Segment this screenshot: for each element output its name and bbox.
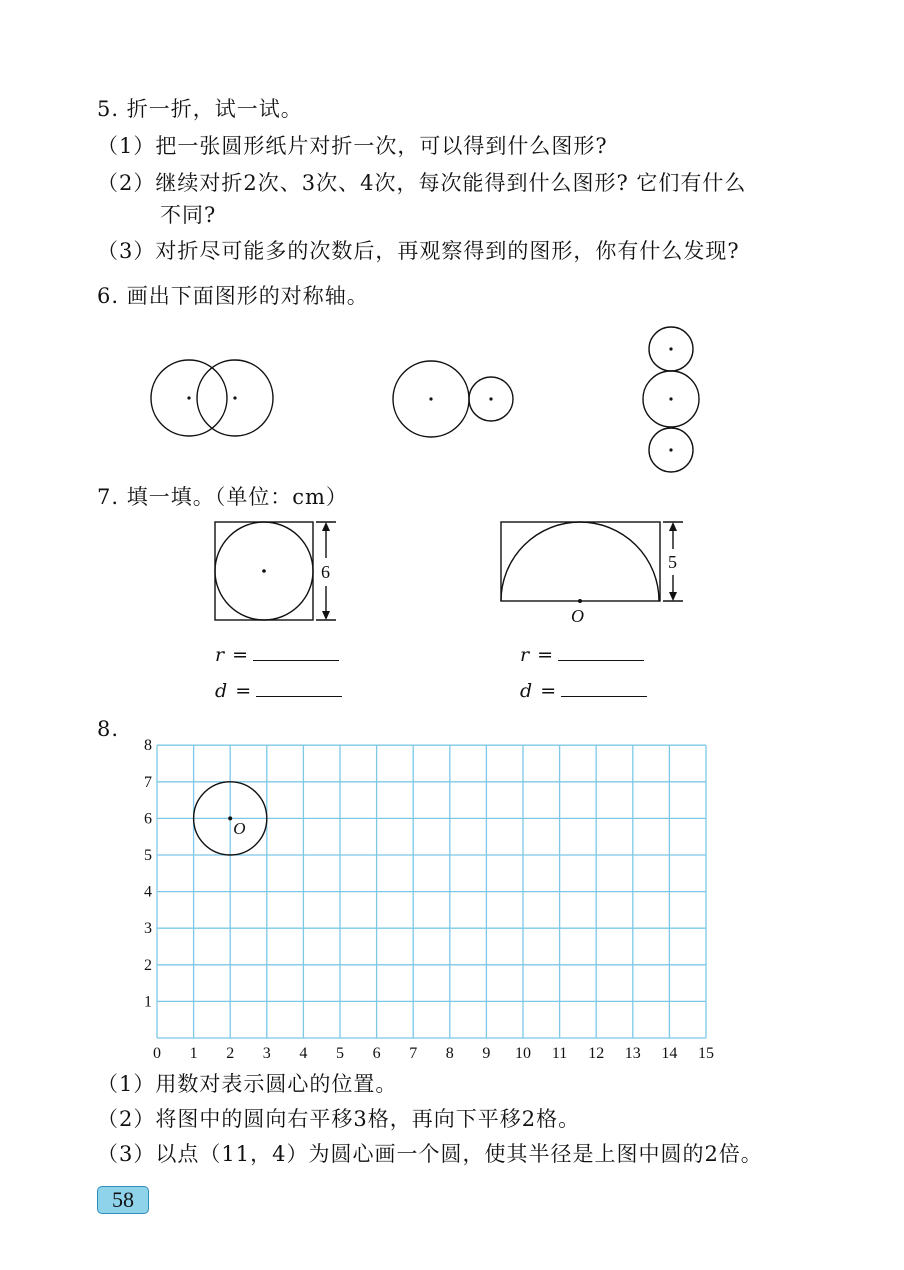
x-tick-label: 0 [153, 1045, 161, 1062]
x-tick-label: 11 [551, 1045, 568, 1062]
q7-fig1-r-label: r = [215, 644, 250, 666]
q7-fig1-d-label: d = [215, 680, 253, 702]
y-tick-label: 7 [144, 773, 152, 791]
q8-part2: （2）将图中的圆向右平移3格，再向下平移2格。 [97, 1107, 581, 1131]
q5-part2-line1: （2）继续对折2次、3次、4次，每次能得到什么图形? 它们有什么 [97, 171, 747, 195]
q5-part2-line2: 不同? [160, 203, 217, 227]
q7-fig2-r-label: r = [520, 644, 555, 666]
x-tick-label: 1 [189, 1045, 198, 1062]
x-tick-label: 5 [336, 1045, 344, 1062]
x-tick-label: 7 [409, 1045, 418, 1062]
x-tick-label: 6 [372, 1045, 381, 1062]
x-tick-label: 4 [299, 1045, 308, 1062]
y-tick-label: 3 [144, 920, 152, 938]
y-tick-label: 5 [144, 847, 152, 864]
y-tick-label: 4 [144, 883, 152, 901]
q5-title: 5. 折一折，试一试。 [97, 97, 303, 121]
y-tick-label: 6 [144, 810, 152, 828]
q7-fig2-dimension: 5 [668, 552, 677, 572]
page-number: 58 [97, 1186, 149, 1214]
x-tick-label: 9 [482, 1045, 491, 1062]
x-tick-label: 15 [698, 1045, 714, 1062]
q6-title: 6. 画出下面图形的对称轴。 [97, 284, 369, 308]
q7-fig2-d-label: d = [520, 680, 558, 702]
x-tick-label: 14 [661, 1045, 678, 1062]
y-tick-label: 2 [144, 956, 152, 974]
x-tick-label: 2 [226, 1045, 235, 1062]
q5-part3: （3）对折尽可能多的次数后，再观察得到的图形，你有什么发现? [97, 239, 740, 263]
x-tick-label: 13 [624, 1045, 641, 1062]
q7-fig1-dimension: 6 [321, 562, 330, 582]
q8-part3: （3）以点（11，4）为圆心画一个圆，使其半径是上图中圆的2倍。 [97, 1142, 763, 1166]
q8-circle-center [228, 816, 232, 820]
q8-part1: （1）用数对表示圆心的位置。 [97, 1072, 398, 1096]
x-tick-label: 8 [445, 1045, 454, 1062]
x-tick-label: 12 [588, 1045, 605, 1062]
q7-title: 7. 填一填。（单位：cm） [97, 485, 348, 509]
q7-fig2-center-label: O [571, 606, 584, 626]
y-tick-label: 8 [144, 737, 152, 755]
q8-center-label: O [233, 819, 246, 839]
y-tick-label: 1 [144, 993, 152, 1011]
x-tick-label: 10 [515, 1045, 531, 1062]
q5-part1: （1）把一张圆形纸片对折一次，可以得到什么图形? [97, 134, 608, 158]
q8-title: 8. [97, 717, 120, 741]
x-tick-label: 3 [262, 1045, 271, 1062]
